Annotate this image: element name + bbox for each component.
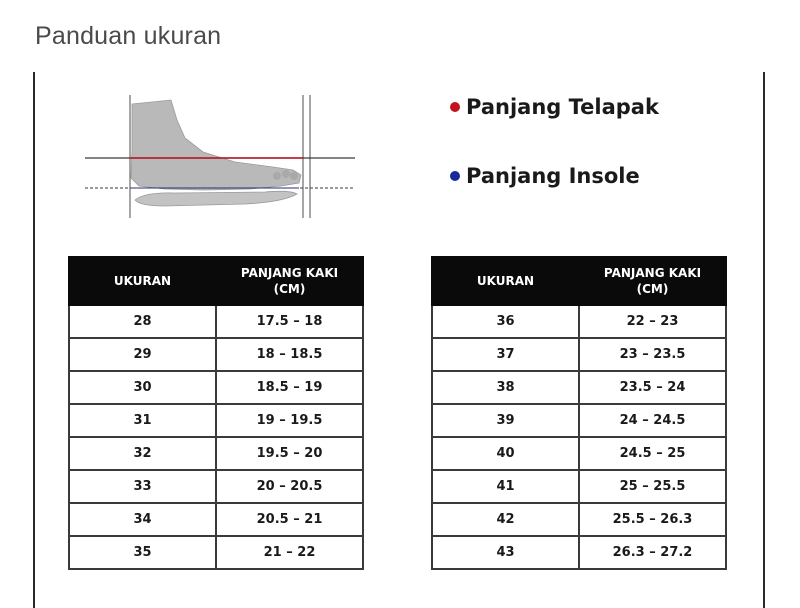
column-header-size: UKURAN: [69, 257, 216, 305]
table-row: [69, 305, 363, 338]
size-cell: 34: [69, 503, 216, 536]
size-cell: 43: [432, 536, 579, 569]
table-row: [69, 437, 363, 470]
length-cell: 19.5 – 20: [216, 437, 363, 470]
size-cell: 39: [432, 404, 579, 437]
table-row: [69, 536, 363, 569]
table-row: [69, 503, 363, 536]
table-row: [69, 338, 363, 371]
length-cell: 23 – 23.5: [579, 338, 726, 371]
legend-label: Panjang Telapak: [466, 95, 659, 119]
header-text: PANJANG KAKI (CM): [603, 266, 702, 296]
table-row: [432, 437, 726, 470]
legend-item-foot-length: [450, 95, 659, 119]
table-row: [432, 404, 726, 437]
legend-item-insole-length: [450, 164, 640, 188]
size-table-right: [431, 256, 727, 570]
table-header-row: [69, 257, 363, 305]
size-cell: 40: [432, 437, 579, 470]
size-cell: 38: [432, 371, 579, 404]
length-cell: 24.5 – 25: [579, 437, 726, 470]
table-row: [69, 404, 363, 437]
size-cell: 33: [69, 470, 216, 503]
foot-measurement-illustration: [85, 90, 365, 222]
size-cell: 32: [69, 437, 216, 470]
blue-dot-icon: [450, 171, 460, 181]
size-cell: 41: [432, 470, 579, 503]
legend-label: Panjang Insole: [466, 164, 640, 188]
length-cell: 21 – 22: [216, 536, 363, 569]
length-cell: 18.5 – 19: [216, 371, 363, 404]
length-cell: 25.5 – 26.3: [579, 503, 726, 536]
length-cell: 22 – 23: [579, 305, 726, 338]
table-row: [432, 470, 726, 503]
length-cell: 20.5 – 21: [216, 503, 363, 536]
table-row: [69, 470, 363, 503]
red-dot-icon: [450, 102, 460, 112]
size-cell: 37: [432, 338, 579, 371]
size-chart-image: [33, 72, 765, 608]
length-cell: 20 – 20.5: [216, 470, 363, 503]
size-cell: 28: [69, 305, 216, 338]
length-cell: 19 – 19.5: [216, 404, 363, 437]
table-row: [432, 305, 726, 338]
table-row: [432, 503, 726, 536]
header-text: PANJANG KAKI (CM): [240, 266, 339, 296]
length-cell: 18 – 18.5: [216, 338, 363, 371]
table-row: [432, 371, 726, 404]
length-cell: 25 – 25.5: [579, 470, 726, 503]
size-cell: 31: [69, 404, 216, 437]
table-header-row: [432, 257, 726, 305]
table-row: [432, 338, 726, 371]
column-header-foot-length: [216, 257, 363, 305]
size-table-left: [68, 256, 364, 570]
length-cell: 17.5 – 18: [216, 305, 363, 338]
size-cell: 29: [69, 338, 216, 371]
length-cell: 24 – 24.5: [579, 404, 726, 437]
table-row: [69, 371, 363, 404]
length-cell: 26.3 – 27.2: [579, 536, 726, 569]
size-cell: 35: [69, 536, 216, 569]
length-cell: 23.5 – 24: [579, 371, 726, 404]
size-cell: 36: [432, 305, 579, 338]
size-cell: 42: [432, 503, 579, 536]
table-row: [432, 536, 726, 569]
column-header-size: UKURAN: [432, 257, 579, 305]
size-cell: 30: [69, 371, 216, 404]
column-header-foot-length: [579, 257, 726, 305]
page-title: Panduan ukuran: [35, 22, 222, 50]
